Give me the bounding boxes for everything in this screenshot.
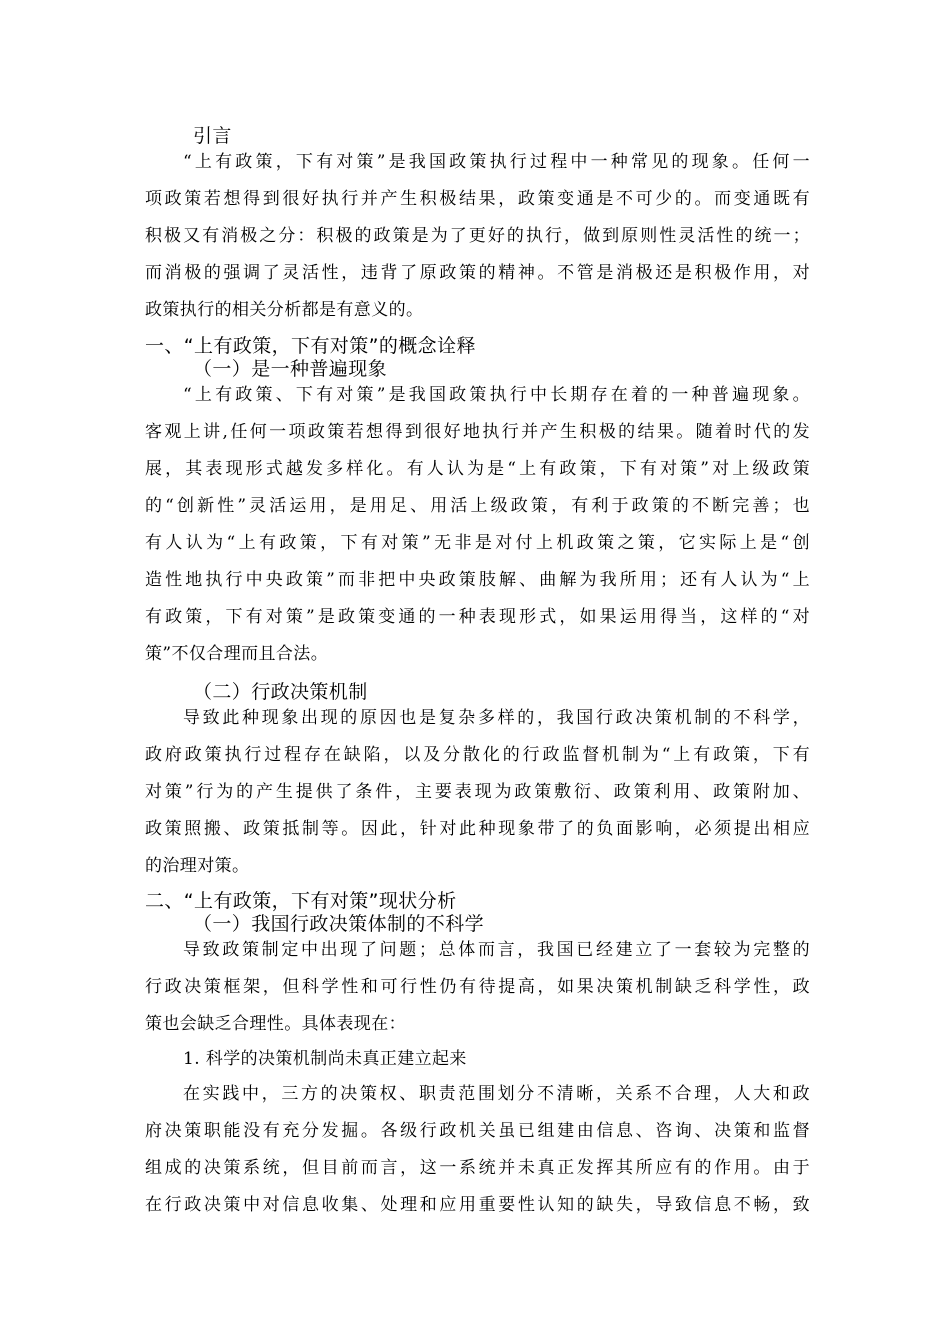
paragraph-line: 展，其表现形式越发多样化。有人认为是“上有政策，下有对策”对上级政策 xyxy=(145,459,810,479)
paragraph-line: 策”不仅合理而且合法。 xyxy=(145,644,329,664)
paragraph-line: 政府政策执行过程存在缺陷，以及分散化的行政监督机制为“上有政策，下有 xyxy=(145,745,810,765)
paragraph-line: 在实践中，三方的决策权、职责范围划分不清晰，关系不合理，人大和政 xyxy=(183,1084,810,1104)
section-1-sub-1-heading: （一）是一种普遍现象 xyxy=(193,358,388,380)
intro-paragraph-line: 积极又有消极之分：积极的政策是为了更好的执行，做到原则性灵活性的统一； xyxy=(145,226,810,246)
paragraph-line: 造性地执行中央政策”而非把中央政策肢解、曲解为我所用；还有人认为“上 xyxy=(145,570,810,590)
paragraph-line: “上有政策、下有对策”是我国政策执行中长期存在着的一种普遍现象。 xyxy=(183,385,810,405)
paragraph-line: 的治理对策。 xyxy=(145,856,250,876)
numbered-item-heading: 1. 科学的决策机制尚未真正建立起来 xyxy=(183,1049,467,1069)
paragraph-line: 对策”行为的产生提供了条件，主要表现为政策敷衍、政策利用、政策附加、 xyxy=(145,782,810,802)
intro-paragraph-line: “上有政策，下有对策”是我国政策执行过程中一种常见的现象。任何一 xyxy=(183,152,810,172)
intro-heading: 引言 xyxy=(193,125,232,147)
paragraph-line: 有政策，下有对策”是政策变通的一种表现形式，如果运用得当，这样的“对 xyxy=(145,607,810,627)
section-1-heading: 一、“上有政策，下有对策”的概念诠释 xyxy=(145,335,476,357)
paragraph-line: 导致此种现象出现的原因也是复杂多样的，我国行政决策机制的不科学， xyxy=(183,708,810,728)
paragraph-line: 行政决策框架，但科学性和可行性仍有待提高，如果决策机制缺乏科学性，政 xyxy=(145,977,810,997)
paragraph-line: 策也会缺乏合理性。具体表现在： xyxy=(145,1014,406,1034)
paragraph-line: 在行政决策中对信息收集、处理和应用重要性认知的缺失，导致信息不畅，致 xyxy=(145,1195,810,1215)
paragraph-line: 府决策职能没有充分发掘。各级行政机关虽已组建由信息、咨询、决策和监督 xyxy=(145,1121,810,1141)
paragraph-line: 有人认为“上有政策，下有对策”无非是对付上机政策之策，它实际上是“创 xyxy=(145,533,810,553)
paragraph-line: 导致政策制定中出现了问题；总体而言，我国已经建立了一套较为完整的 xyxy=(183,940,810,960)
intro-paragraph-line: 项政策若想得到很好执行并产生积极结果，政策变通是不可少的。而变通既有 xyxy=(145,189,810,209)
section-2-sub-1-heading: （一）我国行政决策体制的不科学 xyxy=(193,913,485,935)
section-2-heading: 二、“上有政策，下有对策”现状分析 xyxy=(145,890,457,912)
section-1-sub-2-heading: （二）行政决策机制 xyxy=(193,681,368,703)
paragraph-line: 客观上讲,任何一项政策若想得到很好地执行并产生积极的结果。随着时代的发 xyxy=(145,422,810,442)
intro-paragraph-line: 政策执行的相关分析都是有意义的。 xyxy=(145,300,424,320)
paragraph-line: 政策照搬、政策抵制等。因此，针对此种现象带了的负面影响，必须提出相应 xyxy=(145,819,810,839)
intro-paragraph-line: 而消极的强调了灵活性，违背了原政策的精神。不管是消极还是积极作用，对 xyxy=(145,263,810,283)
paragraph-line: 组成的决策系统，但目前而言，这一系统并未真正发挥其所应有的作用。由于 xyxy=(145,1158,810,1178)
paragraph-line: 的“创新性”灵活运用，是用足、用活上级政策，有利于政策的不断完善；也 xyxy=(145,496,810,516)
